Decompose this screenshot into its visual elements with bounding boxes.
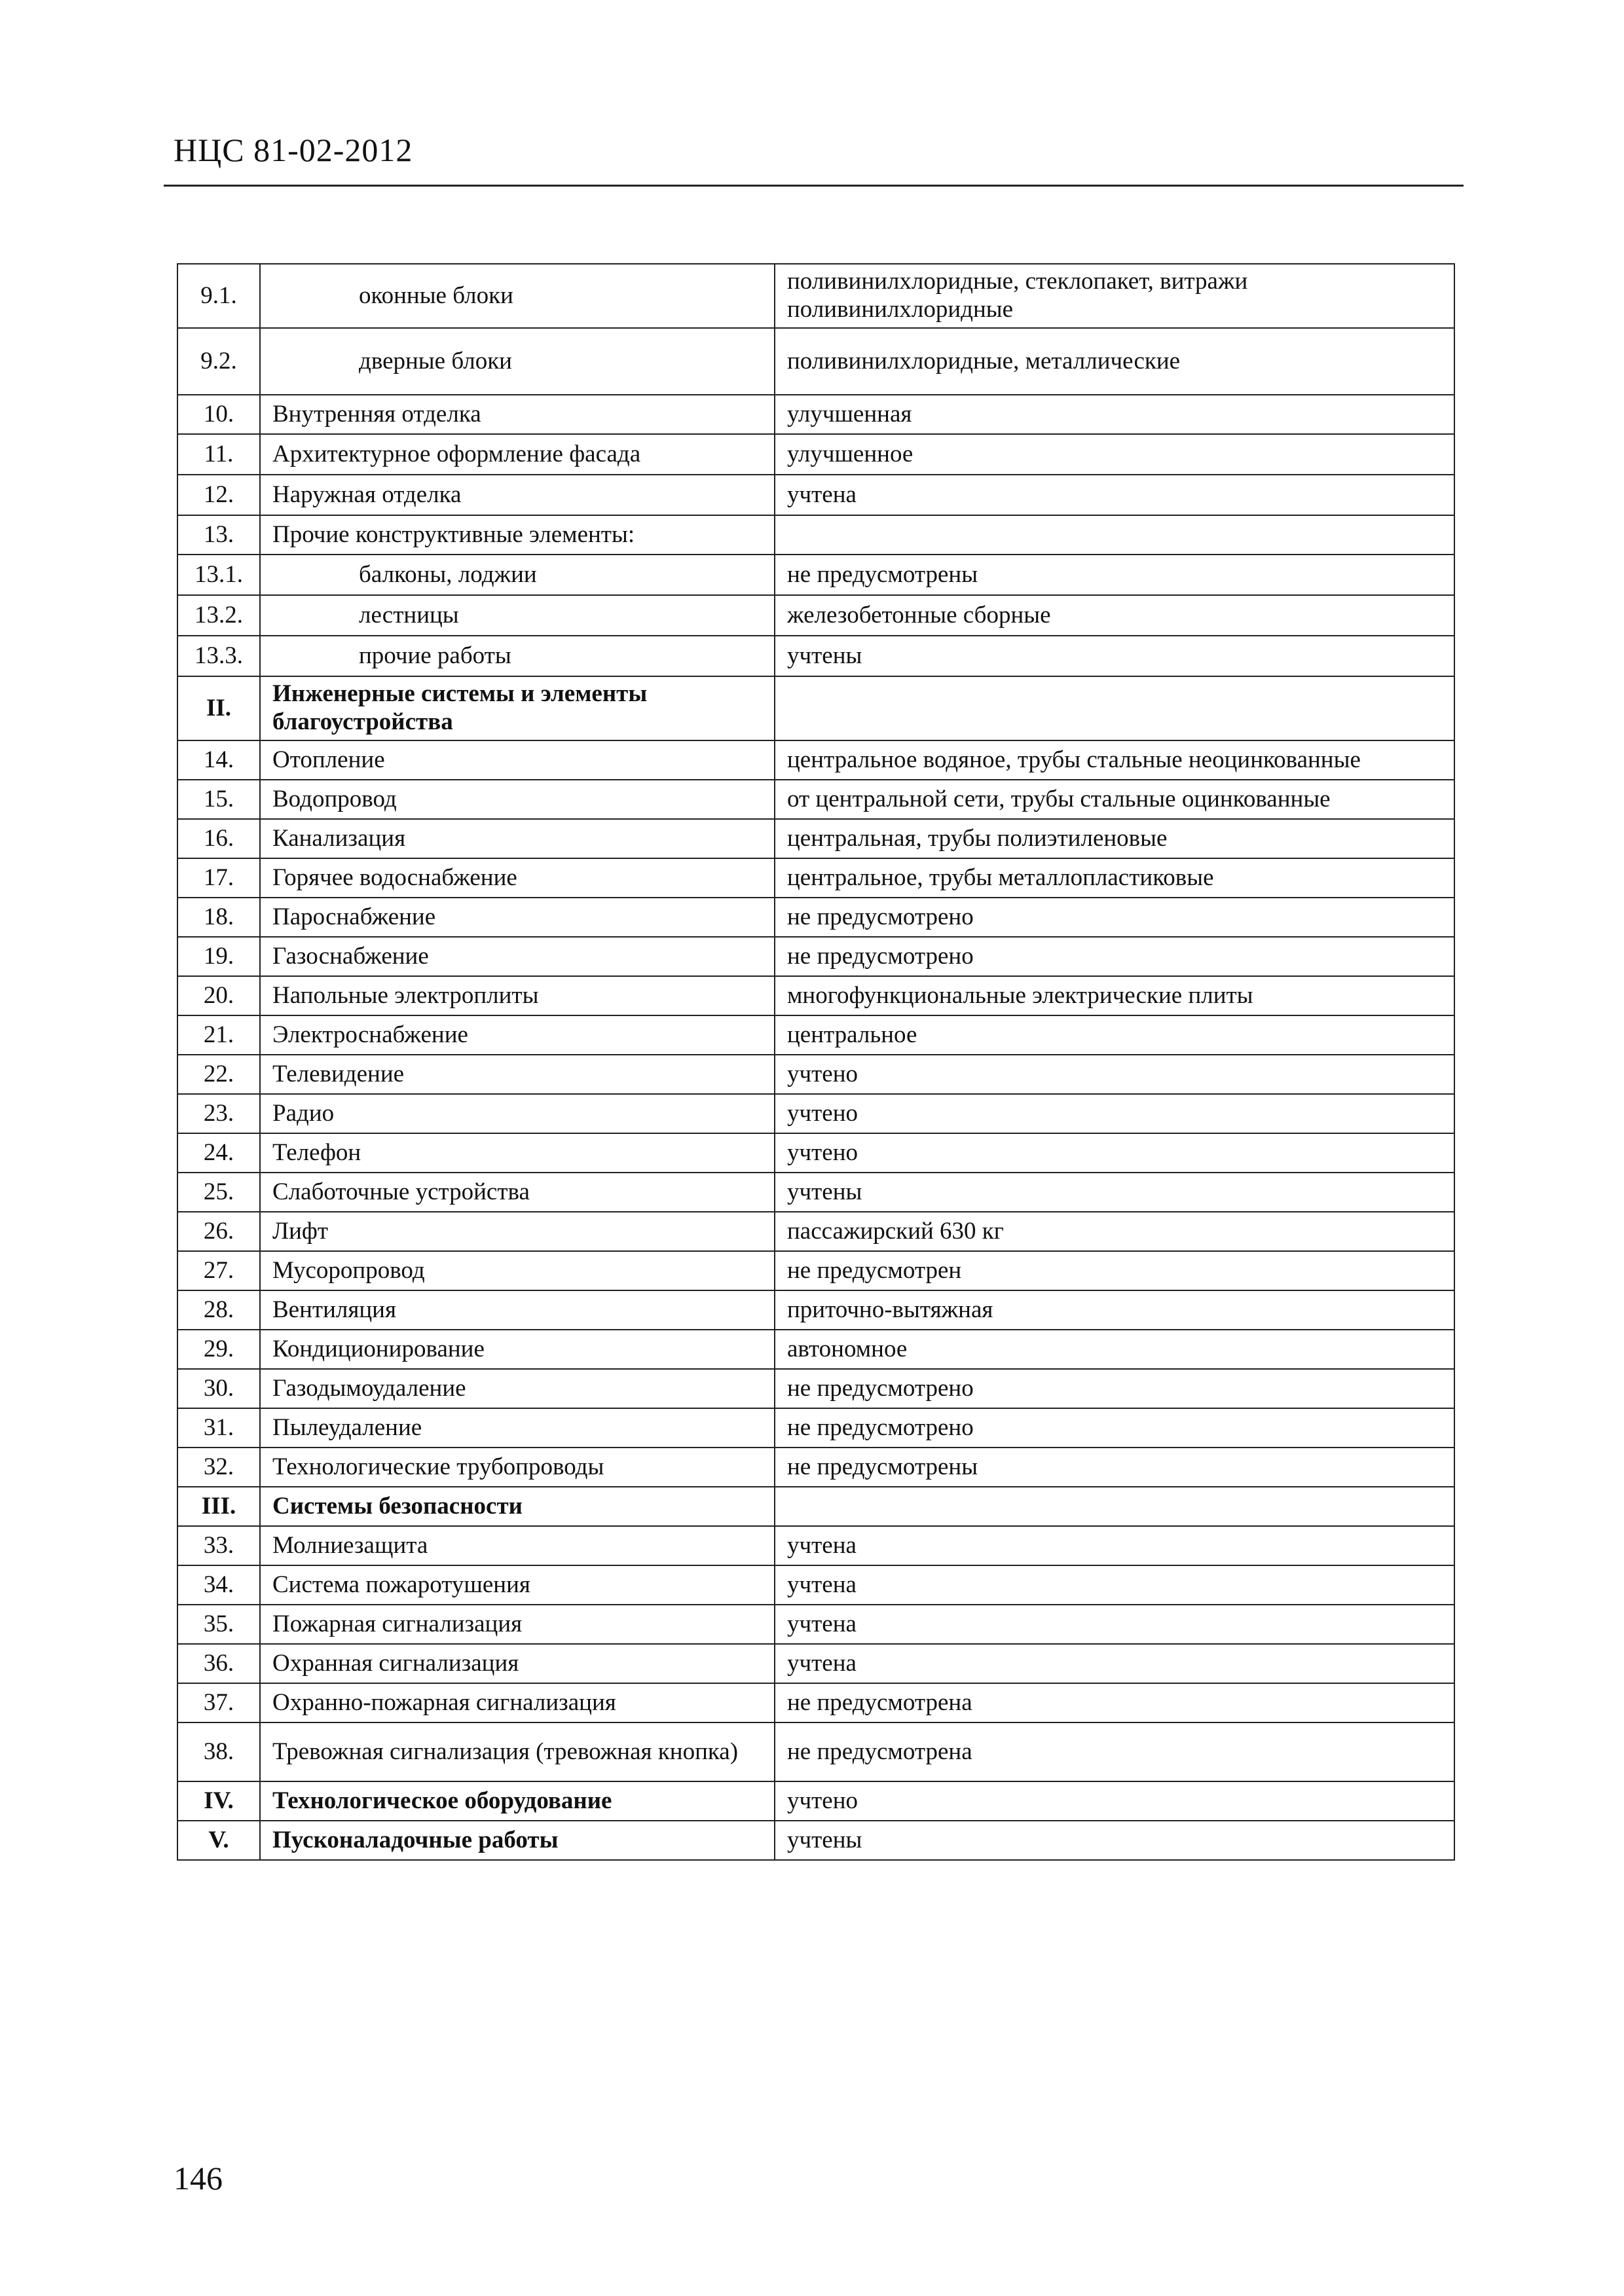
characteristic-cell: автономное [775,1330,1454,1369]
element-name-cell: Вентиляция [260,1290,775,1330]
table-row [177,1821,1454,1860]
characteristic-cell: учтено [775,1781,1454,1821]
element-name-cell: лестницы [260,595,775,636]
table-row [177,1133,1454,1173]
table-row [177,395,1454,434]
row-number-cell: 38. [177,1722,260,1781]
table-row [177,1290,1454,1330]
characteristic-cell: многофункциональные электрические плиты [775,976,1454,1015]
element-name-cell: Телефон [260,1133,775,1173]
characteristic-cell: центральное водяное, трубы стальные неоцинкованные [775,740,1454,780]
row-number-cell: 14. [177,740,260,780]
element-name-cell: Система пожаротушения [260,1565,775,1605]
element-name-cell: Охранно-пожарная сигнализация [260,1683,775,1722]
table-row [177,780,1454,819]
header-divider [164,185,1464,187]
characteristic-cell: не предусмотрено [775,937,1454,976]
row-number-cell: 13.3. [177,636,260,676]
characteristic-cell: не предусмотрено [775,1408,1454,1448]
characteristic-cell: пассажирский 630 кг [775,1212,1454,1251]
element-name-cell: Мусоропровод [260,1251,775,1290]
element-name-cell: Тревожная сигнализация (тревожная кнопка) [260,1722,775,1781]
characteristic-cell: не предусмотрены [775,1448,1454,1487]
document-header-title: НЦС 81-02-2012 [174,132,413,168]
row-number-cell: 13.2. [177,595,260,636]
row-number-cell: III. [177,1487,260,1526]
table-row [177,475,1454,515]
characteristic-cell: не предусмотрена [775,1722,1454,1781]
characteristic-cell [775,515,1454,555]
row-number-cell: 22. [177,1055,260,1094]
element-name-cell: Пожарная сигнализация [260,1605,775,1644]
table-row [177,1251,1454,1290]
table-row [177,976,1454,1015]
row-number-cell: 12. [177,475,260,515]
element-name-cell: Горячее водоснабжение [260,858,775,898]
characteristic-cell: не предусмотрена [775,1683,1454,1722]
table-row [177,1055,1454,1094]
element-name-cell: Напольные электроплиты [260,976,775,1015]
table-row [177,676,1454,740]
table-row [177,264,1454,328]
row-number-cell: 34. [177,1565,260,1605]
table-row [177,1644,1454,1683]
characteristic-cell: не предусмотрены [775,555,1454,595]
row-number-cell: 26. [177,1212,260,1251]
element-name-cell: Электроснабжение [260,1015,775,1055]
table-row [177,636,1454,676]
characteristic-cell [775,1487,1454,1526]
table-row [177,595,1454,636]
element-name-cell: Канализация [260,819,775,858]
element-name-cell: Технологическое оборудование [260,1781,775,1821]
table-row [177,819,1454,858]
table-row [177,434,1454,475]
specification-table [177,263,1455,1861]
characteristic-cell: поливинилхлоридные, металлические [775,328,1454,395]
characteristic-cell: учтена [775,475,1454,515]
table-row [177,898,1454,937]
row-number-cell: 30. [177,1369,260,1408]
row-number-cell: 10. [177,395,260,434]
element-name-cell: оконные блоки [260,264,775,328]
table-row [177,1487,1454,1526]
row-number-cell: II. [177,676,260,740]
characteristic-cell: улучшенная [775,395,1454,434]
row-number-cell: 27. [177,1251,260,1290]
table-row [177,515,1454,555]
element-name-cell: Газодымоудаление [260,1369,775,1408]
characteristic-cell: учтена [775,1605,1454,1644]
characteristic-cell: учтено [775,1094,1454,1133]
element-name-cell: Технологические трубопроводы [260,1448,775,1487]
specification-table-body [177,264,1454,1860]
table-row [177,1330,1454,1369]
table-row [177,328,1454,395]
row-number-cell: 19. [177,937,260,976]
element-name-cell: Лифт [260,1212,775,1251]
table-row [177,1605,1454,1644]
characteristic-cell: учтены [775,1173,1454,1212]
row-number-cell: 33. [177,1526,260,1565]
table-row [177,1369,1454,1408]
table-row [177,1526,1454,1565]
page-number: 146 [174,2160,223,2196]
row-number-cell: 15. [177,780,260,819]
row-number-cell: 21. [177,1015,260,1055]
row-number-cell: 29. [177,1330,260,1369]
element-name-cell: Архитектурное оформление фасада [260,434,775,475]
table-row [177,858,1454,898]
characteristic-cell [775,676,1454,740]
row-number-cell: 24. [177,1133,260,1173]
characteristic-cell: поливинилхлоридные, стеклопакет, витражи поливинилхлоридные [775,264,1454,328]
element-name-cell: Пылеудаление [260,1408,775,1448]
table-row [177,1015,1454,1055]
row-number-cell: 17. [177,858,260,898]
characteristic-cell: учтено [775,1055,1454,1094]
row-number-cell: 18. [177,898,260,937]
row-number-cell: 16. [177,819,260,858]
row-number-cell: 25. [177,1173,260,1212]
element-name-cell: Системы безопасности [260,1487,775,1526]
row-number-cell: 31. [177,1408,260,1448]
element-name-cell: Охранная сигнализация [260,1644,775,1683]
row-number-cell: 13. [177,515,260,555]
element-name-cell: Пусконаладочные работы [260,1821,775,1860]
characteristic-cell: центральное [775,1015,1454,1055]
element-name-cell: Пароснабжение [260,898,775,937]
table-row [177,1408,1454,1448]
row-number-cell: 28. [177,1290,260,1330]
element-name-cell: прочие работы [260,636,775,676]
row-number-cell: V. [177,1821,260,1860]
characteristic-cell: учтена [775,1565,1454,1605]
row-number-cell: 13.1. [177,555,260,595]
table-row [177,1683,1454,1722]
element-name-cell: Газоснабжение [260,937,775,976]
characteristic-cell: центральное, трубы металлопластиковые [775,858,1454,898]
table-row [177,1722,1454,1781]
row-number-cell: 36. [177,1644,260,1683]
characteristic-cell: улучшенное [775,434,1454,475]
row-number-cell: 32. [177,1448,260,1487]
element-name-cell: дверные блоки [260,328,775,395]
characteristic-cell: не предусмотрено [775,1369,1454,1408]
table-row [177,1173,1454,1212]
characteristic-cell: от центральной сети, трубы стальные оцинкованные [775,780,1454,819]
row-number-cell: 37. [177,1683,260,1722]
characteristic-cell: центральная, трубы полиэтиленовые [775,819,1454,858]
characteristic-cell: учтены [775,636,1454,676]
element-name-cell: Водопровод [260,780,775,819]
row-number-cell: IV. [177,1781,260,1821]
element-name-cell: Телевидение [260,1055,775,1094]
element-name-cell: Инженерные системы и элементы благоустройства [260,676,775,740]
row-number-cell: 9.1. [177,264,260,328]
row-number-cell: 23. [177,1094,260,1133]
characteristic-cell: учтено [775,1133,1454,1173]
characteristic-cell: учтена [775,1644,1454,1683]
element-name-cell: Молниезащита [260,1526,775,1565]
table-row [177,1448,1454,1487]
table-row [177,1781,1454,1821]
element-name-cell: Прочие конструктивные элементы: [260,515,775,555]
characteristic-cell: железобетонные сборные [775,595,1454,636]
table-row [177,555,1454,595]
element-name-cell: балконы, лоджии [260,555,775,595]
characteristic-cell: учтена [775,1526,1454,1565]
table-row [177,1565,1454,1605]
element-name-cell: Внутренняя отделка [260,395,775,434]
element-name-cell: Наружная отделка [260,475,775,515]
characteristic-cell: не предусмотрен [775,1251,1454,1290]
table-row [177,937,1454,976]
element-name-cell: Отопление [260,740,775,780]
row-number-cell: 35. [177,1605,260,1644]
element-name-cell: Радио [260,1094,775,1133]
characteristic-cell: учтены [775,1821,1454,1860]
characteristic-cell: не предусмотрено [775,898,1454,937]
element-name-cell: Кондиционирование [260,1330,775,1369]
characteristic-cell: приточно-вытяжная [775,1290,1454,1330]
element-name-cell: Слаботочные устройства [260,1173,775,1212]
table-row [177,740,1454,780]
row-number-cell: 20. [177,976,260,1015]
row-number-cell: 9.2. [177,328,260,395]
table-row [177,1212,1454,1251]
row-number-cell: 11. [177,434,260,475]
table-row [177,1094,1454,1133]
